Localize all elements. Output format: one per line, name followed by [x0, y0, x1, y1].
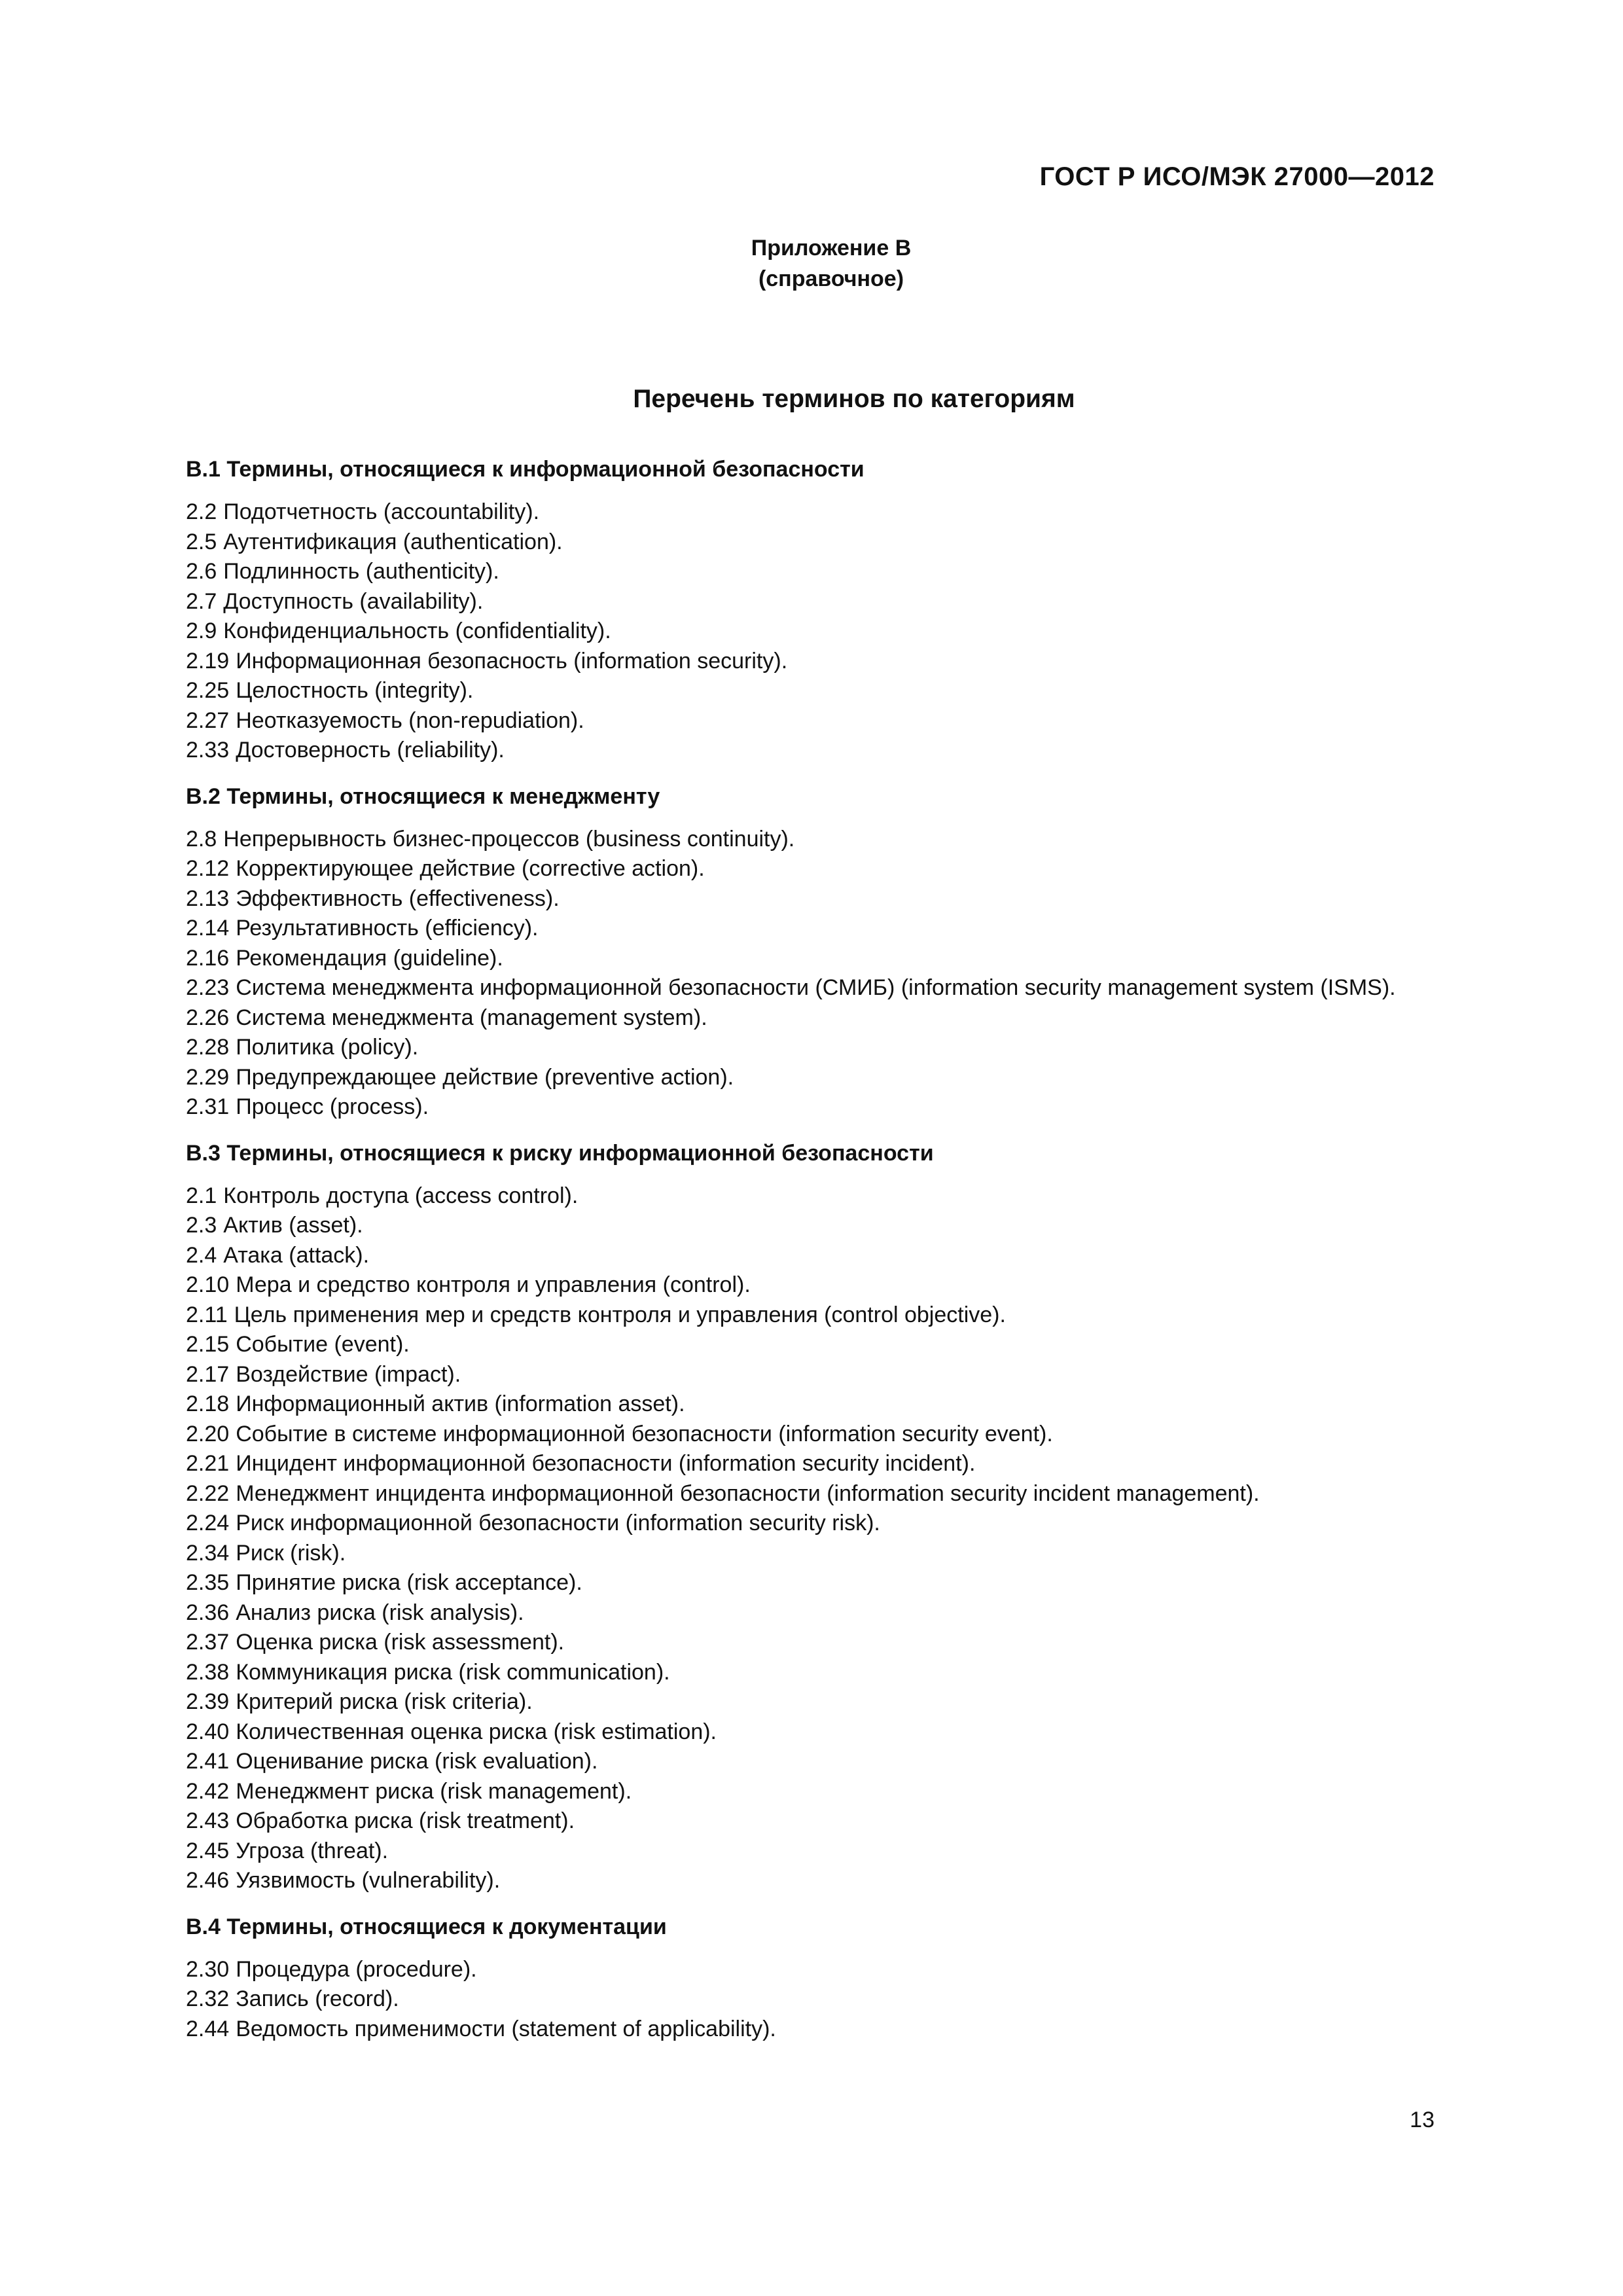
term-number: 2.35	[186, 1570, 230, 1595]
term-text: Цель применения мер и средств контроля и управления (control objective).	[234, 1302, 1006, 1327]
term-section	[118, 781, 1446, 1122]
term-number: 2.43	[186, 1808, 230, 1833]
term-text: Запись (record).	[236, 1986, 399, 2011]
term-item	[118, 1270, 1446, 1300]
term-number: 2.44	[186, 2016, 230, 2041]
term-text: Менеджмент инцидента информационной безопасности (information security incident management).	[236, 1480, 1260, 1506]
term-number: 2.27	[186, 708, 230, 733]
term-number: 2.9	[186, 619, 217, 643]
document-code: ГОСТ Р ИСО/МЭК 27000—2012	[1039, 162, 1435, 191]
appendix-subtitle: (справочное)	[758, 266, 904, 291]
term-number: 2.3	[186, 1213, 217, 1238]
term-item	[118, 944, 1446, 974]
term-number: 2.26	[186, 1005, 230, 1030]
term-item	[118, 1539, 1446, 1569]
term-item	[118, 1509, 1446, 1539]
term-number: 2.45	[186, 1838, 230, 1863]
term-item	[118, 736, 1446, 766]
term-number: 2.38	[186, 1659, 230, 1685]
term-section	[118, 1138, 1446, 1896]
term-number: 2.31	[186, 1094, 230, 1119]
term-number: 2.8	[186, 826, 217, 852]
term-item	[118, 1866, 1446, 1896]
term-number: 2.28	[186, 1035, 230, 1060]
term-item	[118, 1003, 1446, 1033]
term-item	[118, 1063, 1446, 1093]
term-number: 2.2	[186, 499, 217, 524]
term-number: 2.4	[186, 1242, 217, 1268]
appendix-block	[0, 233, 1623, 295]
term-text: Результативность (efficiency).	[236, 916, 539, 941]
term-item	[118, 1181, 1446, 1211]
term-text: Событие (event).	[236, 1332, 410, 1357]
term-number: 2.46	[186, 1868, 230, 1893]
term-item	[118, 1984, 1446, 2015]
term-text: Доступность (availability).	[223, 588, 484, 614]
term-text: Контроль доступа (access control).	[223, 1183, 579, 1208]
term-item	[118, 1211, 1446, 1241]
term-text: Неотказуемость (non-repudiation).	[236, 708, 584, 733]
term-text: Событие в системе информационной безопасности (information security event).	[236, 1421, 1053, 1446]
term-item	[118, 1092, 1446, 1122]
term-item	[118, 1687, 1446, 1717]
page-title: Перечень терминов по категориям	[633, 385, 1075, 413]
term-number: 2.22	[186, 1480, 230, 1506]
term-number: 2.29	[186, 1064, 230, 1090]
term-text: Уязвимость (vulnerability).	[236, 1868, 501, 1893]
term-number: 2.18	[186, 1391, 230, 1416]
term-text: Принятие риска (risk acceptance).	[236, 1570, 582, 1595]
term-sections	[118, 454, 1446, 2060]
term-text: Корректирующее действие (corrective action).	[236, 856, 705, 881]
term-text: Конфиденциальность (confidentiality).	[223, 619, 611, 643]
term-item	[118, 1837, 1446, 1867]
term-text: Актив (asset).	[223, 1213, 363, 1238]
term-text: Целостность (integrity).	[236, 678, 474, 703]
term-number: 2.42	[186, 1778, 230, 1804]
term-text: Критерий риска (risk criteria).	[236, 1689, 533, 1714]
term-item	[118, 1955, 1446, 1985]
term-text: Рекомендация (guideline).	[236, 945, 503, 971]
term-number: 2.40	[186, 1719, 230, 1744]
term-number: 2.13	[186, 886, 230, 911]
term-number: 2.24	[186, 1511, 230, 1535]
term-item	[118, 1241, 1446, 1271]
term-number: 2.17	[186, 1361, 230, 1387]
term-item	[118, 884, 1446, 914]
term-number: 2.19	[186, 648, 230, 673]
term-text: Обработка риска (risk treatment).	[236, 1808, 575, 1833]
term-text: Риск информационной безопасности (information security risk).	[236, 1511, 880, 1535]
term-text: Подотчетность (accountability).	[223, 499, 540, 524]
term-item	[118, 1568, 1446, 1598]
term-text: Атака (attack).	[223, 1242, 370, 1268]
term-text: Аутентификация (authentication).	[223, 529, 563, 554]
term-item	[118, 1390, 1446, 1420]
term-item	[118, 557, 1446, 587]
term-item	[118, 1033, 1446, 1063]
term-item	[118, 1300, 1446, 1331]
term-number: 2.37	[186, 1630, 230, 1655]
term-item	[118, 1420, 1446, 1450]
term-item	[118, 1330, 1446, 1360]
term-number: 2.36	[186, 1600, 230, 1625]
term-item	[118, 497, 1446, 528]
term-text: Достоверность (reliability).	[236, 738, 505, 762]
term-item	[118, 1658, 1446, 1688]
term-item	[118, 1628, 1446, 1658]
term-number: 2.7	[186, 588, 217, 614]
term-item	[118, 617, 1446, 647]
term-text: Политика (policy).	[236, 1035, 419, 1060]
term-text: Анализ риска (risk analysis).	[236, 1600, 524, 1625]
term-number: 2.39	[186, 1689, 230, 1714]
term-item	[118, 914, 1446, 944]
term-text: Оценка риска (risk assessment).	[236, 1630, 565, 1655]
page-number: 13	[1410, 2108, 1435, 2132]
term-number: 2.1	[186, 1183, 217, 1208]
term-number: 2.30	[186, 1956, 230, 1982]
term-list	[118, 825, 1446, 1122]
term-item	[118, 706, 1446, 736]
term-number: 2.34	[186, 1540, 230, 1566]
term-text: Система менеджмента информационной безопасности (СМИБ) (information security management system (ISMS).	[236, 975, 1396, 1000]
term-text: Воздействие (impact).	[236, 1361, 461, 1387]
section-heading: В.2 Термины, относящиеся к менеджменту	[186, 783, 660, 809]
term-number: 2.33	[186, 738, 230, 762]
term-number: 2.20	[186, 1421, 230, 1446]
term-text: Коммуникация риска (risk communication).	[236, 1659, 670, 1685]
term-section	[118, 454, 1446, 766]
term-item	[118, 973, 1446, 1003]
term-text: Менеджмент риска (risk management).	[236, 1778, 632, 1804]
term-text: Предупреждающее действие (preventive action).	[236, 1064, 734, 1090]
section-heading: В.1 Термины, относящиеся к информационной безопасности	[186, 457, 865, 482]
term-text: Информационный актив (information asset).	[236, 1391, 685, 1416]
term-list	[118, 497, 1446, 766]
term-item	[118, 647, 1446, 677]
term-item	[118, 1747, 1446, 1777]
term-number: 2.14	[186, 916, 230, 941]
term-text: Процесс (process).	[236, 1094, 429, 1119]
term-number: 2.15	[186, 1332, 230, 1357]
term-section	[118, 1912, 1446, 2045]
term-number: 2.11	[186, 1302, 228, 1327]
term-text: Непрерывность бизнес-процессов (business continuity).	[223, 826, 795, 852]
term-number: 2.10	[186, 1272, 230, 1297]
term-item	[118, 676, 1446, 706]
term-list	[118, 1955, 1446, 2045]
term-number: 2.6	[186, 559, 217, 584]
term-number: 2.25	[186, 678, 230, 703]
term-item	[118, 1806, 1446, 1837]
term-item	[118, 1479, 1446, 1509]
term-text: Ведомость применимости (statement of applicability).	[236, 2016, 776, 2041]
term-item	[118, 1449, 1446, 1479]
term-item	[118, 854, 1446, 884]
term-text: Угроза (threat).	[236, 1838, 389, 1863]
term-text: Процедура (procedure).	[236, 1956, 477, 1982]
section-heading: В.4 Термины, относящиеся к документации	[186, 1914, 667, 1939]
term-number: 2.23	[186, 975, 230, 1000]
term-item	[118, 528, 1446, 558]
term-number: 2.41	[186, 1749, 230, 1774]
term-item	[118, 2015, 1446, 2045]
term-item	[118, 1777, 1446, 1807]
term-text: Инцидент информационной безопасности (information security incident).	[236, 1451, 976, 1476]
term-number: 2.12	[186, 856, 230, 881]
term-text: Оценивание риска (risk evaluation).	[236, 1749, 598, 1774]
term-text: Количественная оценка риска (risk estimation).	[236, 1719, 717, 1744]
term-number: 2.5	[186, 529, 217, 554]
term-text: Риск (risk).	[236, 1540, 346, 1566]
term-text: Эффективность (effectiveness).	[236, 886, 560, 911]
section-heading: В.3 Термины, относящиеся к риску информационной безопасности	[186, 1140, 934, 1166]
term-text: Мера и средство контроля и управления (control).	[236, 1272, 751, 1297]
term-item	[118, 1360, 1446, 1390]
term-item	[118, 587, 1446, 617]
term-list	[118, 1181, 1446, 1896]
term-number: 2.16	[186, 945, 230, 971]
term-item	[118, 1717, 1446, 1748]
term-text: Информационная безопасность (information security).	[236, 648, 788, 673]
term-item	[118, 1598, 1446, 1628]
term-text: Система менеджмента (management system).	[236, 1005, 707, 1030]
term-item	[118, 825, 1446, 855]
term-number: 2.21	[186, 1451, 230, 1476]
term-number: 2.32	[186, 1986, 230, 2011]
term-text: Подлинность (authenticity).	[223, 559, 499, 584]
appendix-title: Приложение В	[751, 236, 912, 260]
